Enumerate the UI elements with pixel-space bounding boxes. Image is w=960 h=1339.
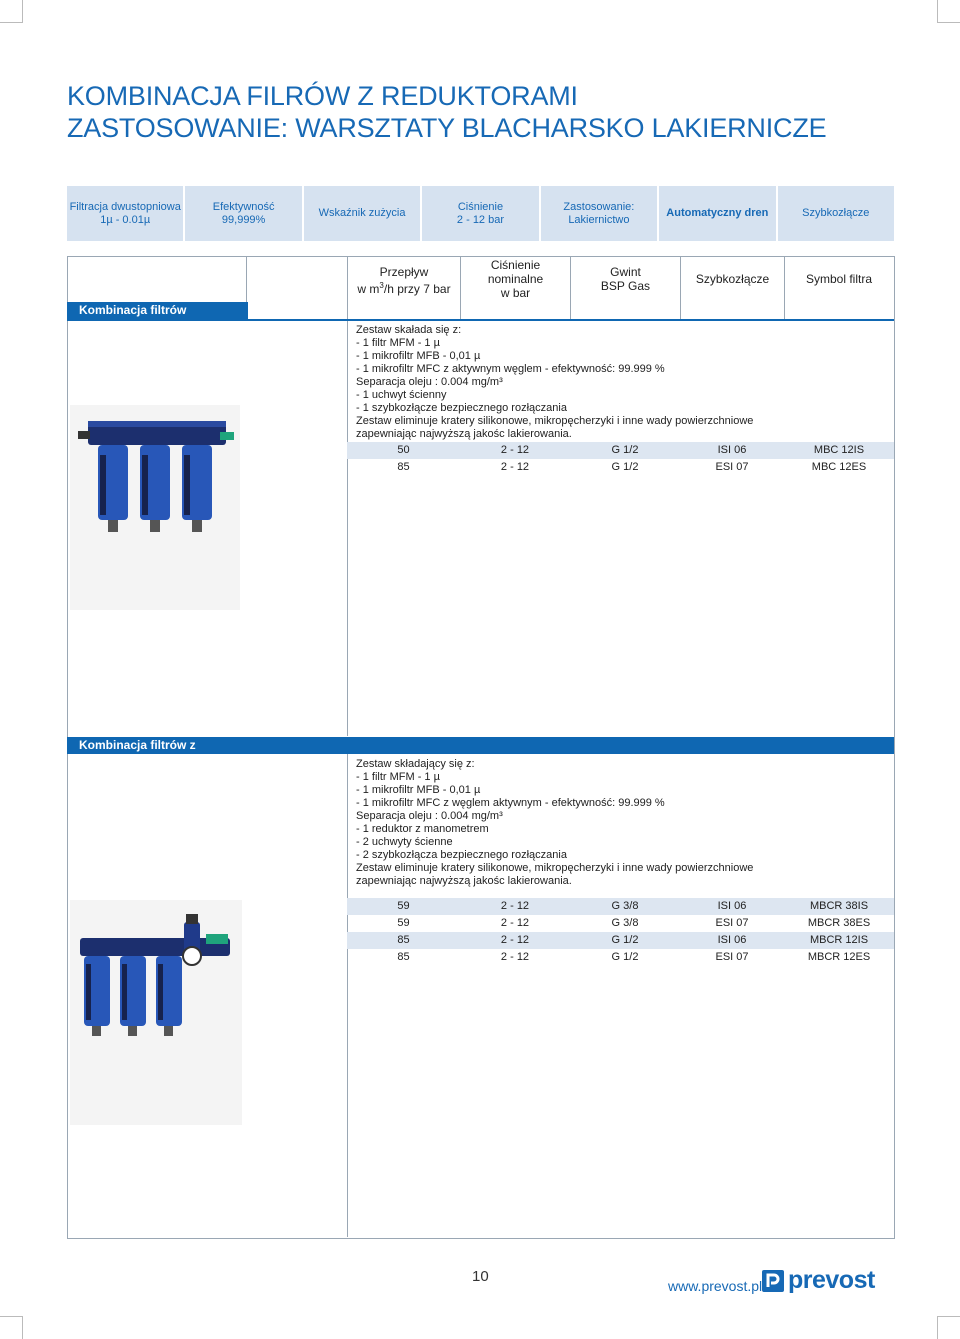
table-row: 59 2 - 12 G 3/8 ESI 07 MBCR 38ES <box>397 917 871 929</box>
filter-regulator-set-photo <box>70 900 242 1125</box>
prevost-logo-icon <box>762 1270 784 1292</box>
page-number: 10 <box>472 1268 489 1285</box>
header-thread: Gwint BSP Gas <box>600 265 651 293</box>
crop-mark <box>937 0 960 23</box>
section-label-filters: Kombinacja filtrów <box>67 302 248 319</box>
feature-cell: Szybkozłącze <box>778 186 894 241</box>
feature-cell: Wskaźnik zużycia <box>304 186 420 241</box>
column-divider <box>784 256 785 321</box>
column-divider <box>680 256 681 321</box>
section-label-regulator: Kombinacja filtrów z reduktorem <box>67 737 248 754</box>
feature-cell: Efektywność 99,999% <box>185 186 301 241</box>
section-rule <box>67 319 894 321</box>
feature-cell: Ciśnienie 2 - 12 bar <box>422 186 538 241</box>
column-divider <box>246 256 247 302</box>
header-symbol: Symbol filtra <box>805 272 873 286</box>
table-row: 59 2 - 12 G 3/8 ISI 06 MBCR 38IS <box>347 898 894 915</box>
section1-description: Zestaw skałada się z: - 1 filtr MFM - 1 µ - 1 mikrofiltr MFB - 0,01 µ - 1 mikrofiltr MFC z aktywnym węglem - efektywność: 99.999 % Separacja oleju : 0.004 mg/m³ - 1 uchwyt ścienny - 1 szybkozłącze bezpiecznego rozłączania Zestaw eliminuje kratery silikonowe, mikropęcherzyki i inne wady powierzchniowe zapewniając najwyższą jakośc lakierowania. <box>356 324 754 440</box>
table-row: 85 2 - 12 G 1/2 ESI 07 MBCR 12ES <box>397 951 871 963</box>
crop-mark <box>937 1316 960 1339</box>
feature-cell: Zastosowanie: Lakiernictwo <box>541 186 657 241</box>
section-rule <box>248 737 894 754</box>
column-divider <box>347 754 348 1237</box>
feature-cell: Filtracja dwustopniowa 1µ - 0.01µ <box>67 186 183 241</box>
filter-set-photo <box>70 405 240 610</box>
table-row: 50 2 - 12 G 1/2 ISI 06 MBC 12IS <box>347 442 894 459</box>
page-subtitle: ZASTOSOWANIE: WARSZTATY BLACHARSKO LAKIERNICZE <box>67 113 827 143</box>
crop-mark <box>0 1316 23 1339</box>
crop-mark <box>0 0 23 23</box>
website-link[interactable]: www.prevost.pl <box>668 1278 763 1294</box>
page-title: KOMBINACJA FILRÓW Z REDUKTORAMI <box>67 81 578 111</box>
feature-bar <box>67 186 894 241</box>
table-row: 85 2 - 12 G 1/2 ISI 06 MBCR 12IS <box>347 932 894 949</box>
header-pressure: Ciśnienie nominalne w bar <box>487 258 544 300</box>
header-coupling: Szybkozłącze <box>695 272 770 286</box>
prevost-logo: prevost <box>762 1266 875 1295</box>
column-divider <box>347 320 348 736</box>
header-flow: Przepływ w $m^3/h$ przy 7 bar <box>357 265 451 296</box>
table-row: 85 2 - 12 G 1/2 ESI 07 MBC 12ES <box>397 461 867 473</box>
feature-cell: Automatyczny dren <box>659 186 775 241</box>
section2-description: Zestaw składający się z: - 1 filtr MFM - 1 µ - 1 mikrofiltr MFB - 0,01 µ - 1 mikrofiltr MFC z węglem aktywnym - efektywność: 99.999 % Separacja oleju : 0.004 mg/m³ - 1 reduktor z manometrem - 2 uchwyty ścienne - 2 szybkozłącza bezpiecznego rozłączania Zestaw eliminuje kratery silikonowe, mikropęcherzyki i inne wady powierzchniowe zapewniając najwyższą jakośc lakierowania. <box>356 758 754 887</box>
